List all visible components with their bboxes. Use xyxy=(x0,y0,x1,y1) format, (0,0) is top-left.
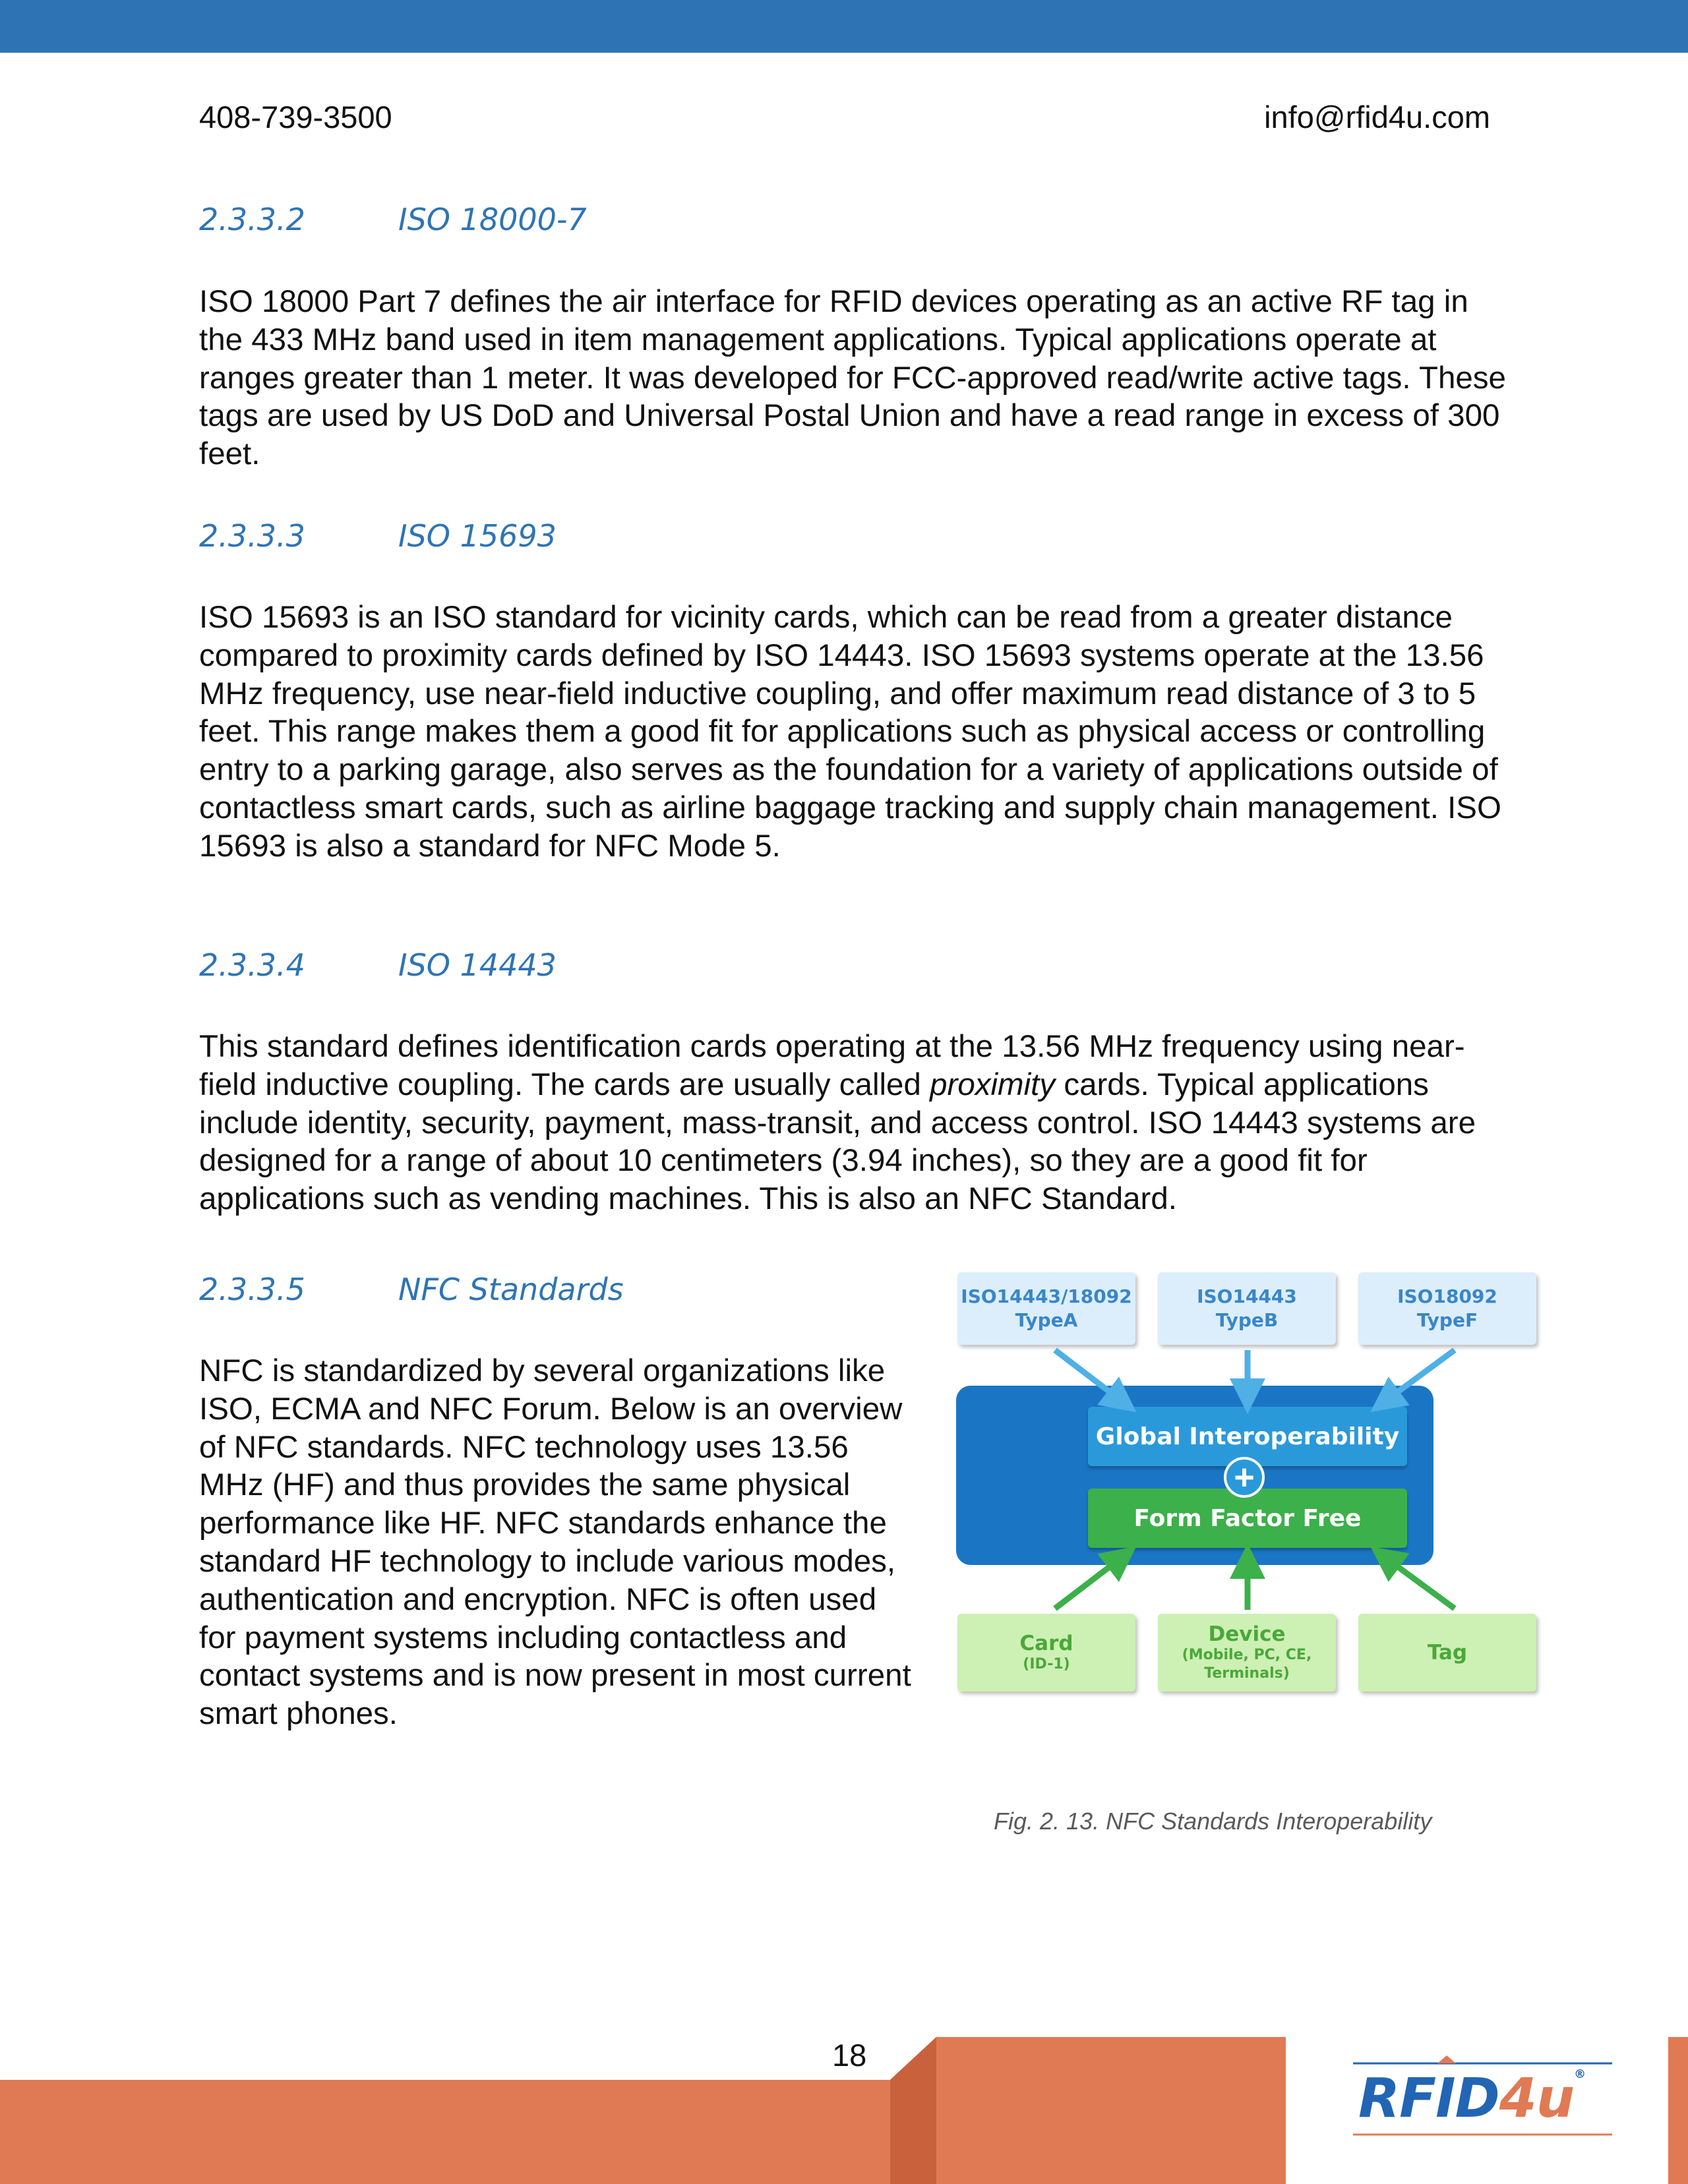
standard-name: ISO14443/18092 xyxy=(961,1285,1132,1307)
arrow-tag xyxy=(1385,1557,1455,1608)
top-accent-bar xyxy=(0,0,1688,53)
footer-band-right xyxy=(1668,2037,1688,2184)
form-factor-label: Card xyxy=(1019,1632,1073,1655)
plus-icon: + xyxy=(1224,1457,1265,1498)
global-interoperability-bar: Global Interoperability xyxy=(1088,1407,1407,1466)
standard-name: ISO14443 xyxy=(1197,1285,1297,1307)
section-number: 2.3.3.2 xyxy=(199,202,305,237)
section-number: 2.3.3.4 xyxy=(199,947,305,983)
standard-name: ISO18092 xyxy=(1397,1285,1497,1307)
section-heading-2334 xyxy=(199,947,557,983)
form-factor-free-bar: Form Factor Free xyxy=(1088,1489,1407,1548)
form-factor-tag xyxy=(1358,1614,1536,1692)
logo-wordmark xyxy=(1358,2067,1585,2130)
arrow-card xyxy=(1055,1557,1122,1608)
paragraph-nfc-standards: NFC is standardized by several organizations like ISO, ECMA and NFC Forum. Below is an overview of NFC standards. NFC technology uses 13.56 MHz (HF) and thus provides the same physical performance like HF. NFC standards enhance the standard HF technology to include various modes, authentication and encryption. NFC is often used for payment systems including contactless and contact systems and is now present in most current smart phones. xyxy=(199,1353,911,1732)
logo-triangle xyxy=(1437,2055,1456,2063)
page-number: 18 xyxy=(832,2038,867,2073)
italic-term: proximity xyxy=(930,1067,1056,1102)
logo-4u: 4u xyxy=(1499,2067,1575,2130)
header-phone: 408-739-3500 xyxy=(199,100,392,134)
form-factor-sublabel: (Mobile, PC, CE, Terminals) xyxy=(1182,1647,1312,1682)
section-heading-2332 xyxy=(199,202,587,237)
section-title: ISO 18000-7 xyxy=(398,202,587,237)
form-factor-label: Tag xyxy=(1427,1641,1468,1665)
footer-band-shade xyxy=(890,2037,936,2184)
section-heading-2333 xyxy=(199,518,557,554)
text-run: cards. Typical applications include identity, security, payment, mass-transit, and access control. ISO 14443 systems are designed for a range of about 10 centimeters (3.94 inches), so they are a good fit for applications such as vending machines. This is also an NFC Standard. xyxy=(199,1067,1476,1217)
standard-type: TypeA xyxy=(1015,1309,1078,1331)
arrow-typef xyxy=(1385,1350,1455,1402)
logo-rfid: RFID xyxy=(1358,2067,1499,2130)
form-factor-device xyxy=(1158,1614,1336,1692)
paragraph-iso-18000-7: ISO 18000 Part 7 defines the air interface for RFID devices operating as an active RF tag in the 433 MHz band used in item management applications. Typical applications operate at ranges greater than 1 meter. It was developed for FCC-approved read/write active tags. These tags are used by US DoD and Universal Postal Union and have a read range in excess of 300 feet. xyxy=(199,284,1506,472)
section-title: NFC Standards xyxy=(398,1272,624,1307)
section-heading-2335 xyxy=(199,1272,624,1307)
rfid4u-logo xyxy=(1352,2055,1615,2141)
arrow-typea xyxy=(1055,1350,1122,1402)
form-factor-label: Device xyxy=(1208,1622,1286,1646)
form-factor-sublabel: (ID-1) xyxy=(1023,1656,1070,1672)
form-factor-card xyxy=(957,1614,1135,1692)
section-title: ISO 15693 xyxy=(398,518,557,554)
section-number: 2.3.3.5 xyxy=(199,1272,305,1307)
standard-type: TypeB xyxy=(1215,1309,1279,1331)
footer-band-left xyxy=(0,2037,1286,2184)
registered-mark: ® xyxy=(1574,2067,1586,2081)
paragraph-iso-15693: ISO 15693 is an ISO standard for vicinity cards, which can be read from a greater distance compared to proximity cards defined by ISO 14443. ISO 15693 systems operate at the 13.56 MHz frequency, use near-field inductive coupling, and offer maximum read distance of 3 to 5 feet. This range makes them a good fit for applications such as physical access or controlling entry to a parking garage, also serves as the foundation for a variety of applications outside of contactless smart cards, such as airline baggage tracking and supply chain management. ISO 15693 is also a standard for NFC Mode 5. xyxy=(199,600,1501,864)
text-run: This standard defines identification cards operating at the 13.56 MHz frequency using near-field inductive coupling. The cards are usually called xyxy=(199,1029,1465,1102)
header-email: info@rfid4u.com xyxy=(1264,100,1490,134)
standard-type: TypeF xyxy=(1416,1309,1478,1331)
figure-caption: Fig. 2. 13. NFC Standards Interoperability xyxy=(994,1808,1432,1835)
section-title: ISO 14443 xyxy=(398,947,557,983)
nfc-interoperability-diagram xyxy=(950,1272,1543,1701)
paragraph-iso-14443 xyxy=(199,1028,1511,1218)
section-number: 2.3.3.3 xyxy=(199,518,305,554)
